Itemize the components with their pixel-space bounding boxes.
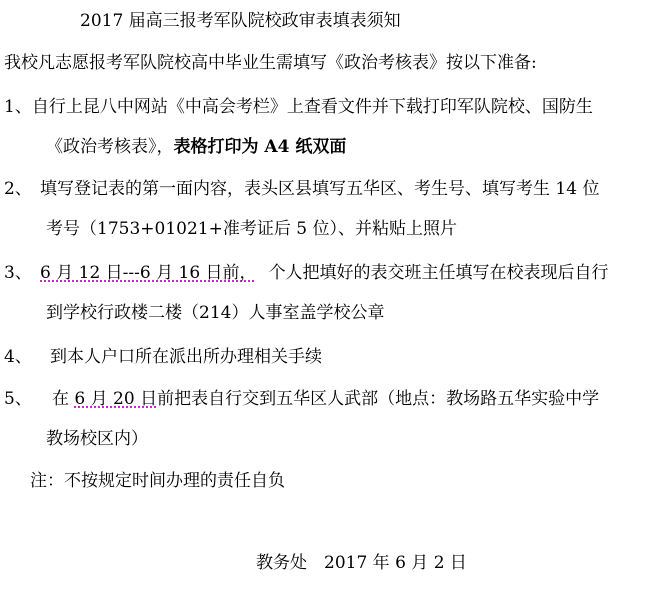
document-title: 2017 届高三报考军队院校政审表填表须知 (80, 11, 401, 31)
item-1-number: 1、 (4, 97, 32, 117)
item-4-number: 4、 (4, 347, 32, 367)
item-3-line-1 (4, 262, 609, 284)
item-1-text: 自行上昆八中网站《中高会考栏》上查看文件并下载打印军队院校、国防生 (31, 97, 593, 117)
item-3-line-2: 到学校行政楼二楼（214）人事室盖学校公章 (46, 303, 385, 323)
item-2-number: 2、 (4, 179, 32, 199)
item-5-line-2: 教场校区内） (46, 429, 148, 449)
item-2-text: 填写登记表的第一面内容，表头区县填写五华区、考生号、填写考生 14 位 (40, 179, 600, 199)
item-4-text: 到本人户口所在派出所办理相关手续 (50, 347, 322, 367)
item-5-text: 前把表自行交到五华区人武部（地点：教场路五华实验中学 (157, 389, 600, 409)
intro-text: 我校凡志愿报考军队院校高中毕业生需填写《政治考核表》按以下准备: (4, 53, 537, 73)
item-3-number: 3、 (4, 263, 32, 283)
item-2-line-2: 考号（1753+01021+准考证后 5 位）、并粘贴上照片 (46, 219, 457, 239)
item-1-bold-text: 表格打印为 A4 纸双面 (173, 137, 347, 157)
signature: 教务处 2017 年 6 月 2 日 (256, 553, 467, 573)
item-5-line-1 (4, 388, 600, 410)
item-1-text-2: 《政治考核表》， (46, 137, 174, 157)
item-2-line-1 (4, 178, 600, 200)
item-3-date: 6 月 12 日---6 月 16 日前， (40, 263, 257, 283)
item-1-line-1 (4, 96, 593, 118)
item-5-number: 5、 (4, 389, 32, 409)
item-5-date: 6 月 20 日 (74, 389, 158, 409)
item-3-text: 个人把填好的表交班主任填写在校表现后自行 (268, 263, 609, 283)
item-4-line-1 (4, 346, 322, 368)
item-5-prefix: 在 (52, 389, 75, 409)
note-text: 注：不按规定时间办理的责任自负 (30, 471, 285, 491)
item-1-line-2 (46, 136, 346, 158)
